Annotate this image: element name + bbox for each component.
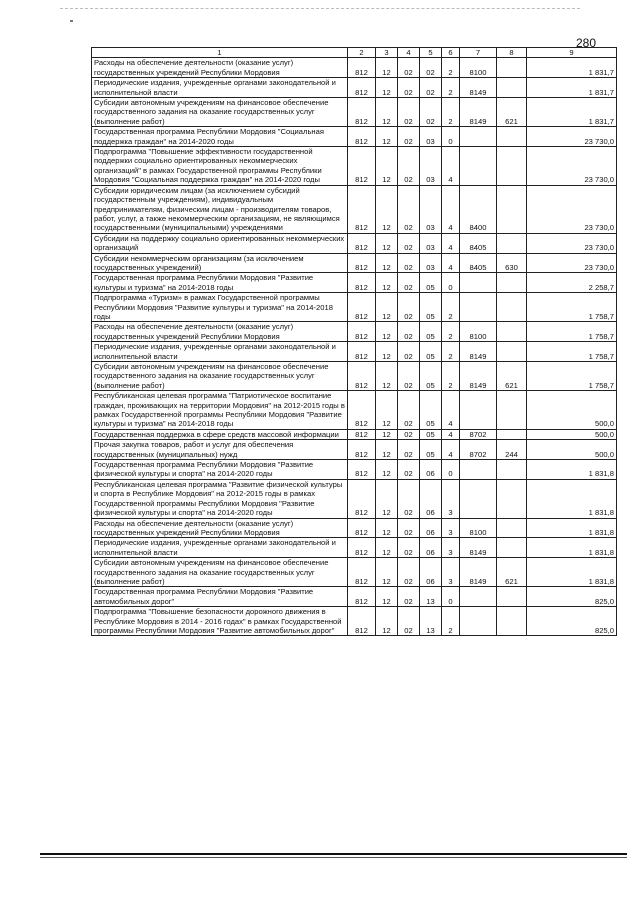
subsection-code: 02 (398, 518, 420, 538)
program-code: 05 (420, 391, 442, 430)
section-code: 12 (376, 518, 398, 538)
target-code (460, 587, 497, 607)
subsection-code: 02 (398, 273, 420, 293)
section-code: 12 (376, 342, 398, 362)
subprogram-code: 2 (442, 362, 460, 391)
table-row (92, 253, 617, 273)
subsection-code: 02 (398, 362, 420, 391)
header-row (92, 48, 617, 58)
expense-type-code (497, 479, 527, 518)
program-code: 03 (420, 233, 442, 253)
subprogram-code: 4 (442, 233, 460, 253)
item-name: Субсидии юридическим лицам (за исключением субсидий государственным учреждениям), индивидуальным предпринимателям, физическим лицам - производителям товаров, работ, услуг, а также некоммерческим организациям, не являющимся государственными (муниципальными) учреждениями (92, 185, 348, 233)
admin-code: 812 (348, 342, 376, 362)
item-name: Подпрограмма "Повышение эффективности государственной поддержки социально ориентированных некоммерческих организаций" в рамках Государственной программы Республики Мордовия "Социальная поддержка граждан" на 2014-2020 годы (92, 147, 348, 186)
expense-type-code (497, 429, 527, 439)
expense-type-code (497, 391, 527, 430)
target-code (460, 391, 497, 430)
bottom-scan-edge (40, 853, 627, 855)
column-header: 3 (376, 48, 398, 58)
column-header: 9 (527, 48, 617, 58)
admin-code: 812 (348, 429, 376, 439)
program-code: 13 (420, 607, 442, 636)
table-row (92, 558, 617, 587)
amount: 23 730,0 (527, 233, 617, 253)
subsection-code: 02 (398, 185, 420, 233)
section-code: 12 (376, 127, 398, 147)
admin-code: 812 (348, 58, 376, 78)
item-name: Периодические издания, учрежденные органами законодательной и исполнительной власти (92, 78, 348, 98)
admin-code: 812 (348, 587, 376, 607)
admin-code: 812 (348, 607, 376, 636)
program-code: 06 (420, 518, 442, 538)
expense-type-code (497, 518, 527, 538)
section-code: 12 (376, 78, 398, 98)
subsection-code: 02 (398, 78, 420, 98)
page-number: 280 (575, 36, 596, 50)
expense-type-code (497, 273, 527, 293)
amount: 1 831,8 (527, 479, 617, 518)
program-code: 05 (420, 342, 442, 362)
expense-type-code: 621 (497, 558, 527, 587)
admin-code: 812 (348, 322, 376, 342)
subprogram-code: 4 (442, 185, 460, 233)
item-name: Субсидии автономным учреждениям на финансовое обеспечение государственного задания на оказание государственных услуг (выполнение работ) (92, 98, 348, 127)
target-code: 8149 (460, 342, 497, 362)
admin-code: 812 (348, 293, 376, 322)
table-row (92, 233, 617, 253)
amount: 23 730,0 (527, 127, 617, 147)
amount: 1 758,7 (527, 342, 617, 362)
subprogram-code: 4 (442, 253, 460, 273)
program-code: 06 (420, 460, 442, 480)
table-row (92, 342, 617, 362)
item-name: Подпрограмма «Туризм» в рамках Государственной программы Республики Мордовия "Развитие культуры и туризма" на 2014-2018 годы (92, 293, 348, 322)
target-code: 8149 (460, 98, 497, 127)
table-row (92, 518, 617, 538)
target-code (460, 293, 497, 322)
amount: 825,0 (527, 607, 617, 636)
subsection-code: 02 (398, 322, 420, 342)
expense-type-code (497, 293, 527, 322)
target-code: 8100 (460, 58, 497, 78)
section-code: 12 (376, 98, 398, 127)
program-code: 02 (420, 58, 442, 78)
item-name: Расходы на обеспечение деятельности (оказание услуг) государственных учреждений Республики Мордовия (92, 322, 348, 342)
item-name: Прочая закупка товаров, работ и услуг для обеспечения государственных (муниципальных) нужд (92, 440, 348, 460)
table-row (92, 440, 617, 460)
item-name: Расходы на обеспечение деятельности (оказание услуг) государственных учреждений Республики Мордовия (92, 518, 348, 538)
subprogram-code: 4 (442, 391, 460, 430)
table-row (92, 127, 617, 147)
table-row (92, 58, 617, 78)
target-code: 8149 (460, 558, 497, 587)
amount: 825,0 (527, 587, 617, 607)
budget-table (91, 47, 617, 636)
subprogram-code: 3 (442, 558, 460, 587)
amount: 1 758,7 (527, 362, 617, 391)
amount: 1 831,7 (527, 98, 617, 127)
expense-type-code (497, 147, 527, 186)
program-code: 13 (420, 587, 442, 607)
table-row (92, 460, 617, 480)
item-name: Государственная программа Республики Мордовия "Развитие физической культуры и спорта" на 2014-2020 годы (92, 460, 348, 480)
amount: 1 758,7 (527, 293, 617, 322)
subsection-code: 02 (398, 587, 420, 607)
target-code: 8405 (460, 233, 497, 253)
subprogram-code: 3 (442, 479, 460, 518)
table-row (92, 607, 617, 636)
admin-code: 812 (348, 391, 376, 430)
amount: 1 831,7 (527, 58, 617, 78)
admin-code: 812 (348, 127, 376, 147)
subprogram-code: 4 (442, 440, 460, 460)
amount: 500,0 (527, 391, 617, 430)
subsection-code: 02 (398, 558, 420, 587)
subsection-code: 02 (398, 391, 420, 430)
amount: 500,0 (527, 440, 617, 460)
table-row (92, 479, 617, 518)
subprogram-code: 2 (442, 78, 460, 98)
subsection-code: 02 (398, 293, 420, 322)
subsection-code: 02 (398, 98, 420, 127)
section-code: 12 (376, 185, 398, 233)
section-code: 12 (376, 587, 398, 607)
admin-code: 812 (348, 273, 376, 293)
table-row (92, 362, 617, 391)
expense-type-code: 244 (497, 440, 527, 460)
section-code: 12 (376, 147, 398, 186)
table-body (92, 58, 617, 636)
table-row (92, 185, 617, 233)
subprogram-code: 3 (442, 538, 460, 558)
subprogram-code: 4 (442, 147, 460, 186)
table-row (92, 322, 617, 342)
table-row (92, 147, 617, 186)
item-name: Государственная программа Республики Мордовия "Развитие культуры и туризма" на 2014-2018 годы (92, 273, 348, 293)
table-row (92, 293, 617, 322)
item-name: Расходы на обеспечение деятельности (оказание услуг) государственных учреждений Республики Мордовия (92, 58, 348, 78)
target-code: 8100 (460, 518, 497, 538)
table-row (92, 98, 617, 127)
expense-type-code (497, 233, 527, 253)
item-name: Государственная программа Республики Мордовия "Социальная поддержка граждан" на 2014-2020 годы (92, 127, 348, 147)
program-code: 05 (420, 273, 442, 293)
expense-type-code (497, 342, 527, 362)
program-code: 06 (420, 558, 442, 587)
item-name: Периодические издания, учрежденные органами законодательной и исполнительной власти (92, 342, 348, 362)
expense-type-code (497, 185, 527, 233)
admin-code: 812 (348, 78, 376, 98)
table-row (92, 273, 617, 293)
section-code: 12 (376, 460, 398, 480)
column-header: 8 (497, 48, 527, 58)
admin-code: 812 (348, 147, 376, 186)
program-code: 03 (420, 127, 442, 147)
amount: 500,0 (527, 429, 617, 439)
subprogram-code: 2 (442, 58, 460, 78)
program-code: 02 (420, 78, 442, 98)
expense-type-code (497, 58, 527, 78)
expense-type-code (497, 322, 527, 342)
section-code: 12 (376, 322, 398, 342)
subprogram-code: 0 (442, 127, 460, 147)
column-header: 1 (92, 48, 348, 58)
column-header: 6 (442, 48, 460, 58)
target-code: 8149 (460, 78, 497, 98)
section-code: 12 (376, 362, 398, 391)
admin-code: 812 (348, 98, 376, 127)
scan-mark (70, 20, 73, 22)
expense-type-code (497, 538, 527, 558)
subsection-code: 02 (398, 607, 420, 636)
item-name: Субсидии на поддержку социально ориентированных некоммерческих организаций (92, 233, 348, 253)
section-code: 12 (376, 538, 398, 558)
section-code: 12 (376, 233, 398, 253)
admin-code: 812 (348, 253, 376, 273)
amount: 1 831,8 (527, 518, 617, 538)
section-code: 12 (376, 391, 398, 430)
subprogram-code: 2 (442, 342, 460, 362)
amount: 23 730,0 (527, 185, 617, 233)
subsection-code: 02 (398, 538, 420, 558)
program-code: 06 (420, 538, 442, 558)
expense-type-code: 621 (497, 98, 527, 127)
subprogram-code: 2 (442, 322, 460, 342)
amount: 23 730,0 (527, 253, 617, 273)
amount: 2 258,7 (527, 273, 617, 293)
subprogram-code: 0 (442, 273, 460, 293)
program-code: 03 (420, 147, 442, 186)
section-code: 12 (376, 58, 398, 78)
target-code: 8702 (460, 440, 497, 460)
expense-type-code: 621 (497, 362, 527, 391)
item-name: Республиканская целевая программа "Развитие физической культуры и спорта в Республике Мордовия" на 2012-2015 годы в рамках Государственной программы Республики Мордовия "Развитие физической культуры и спорта" на 2014-2020 годы (92, 479, 348, 518)
admin-code: 812 (348, 558, 376, 587)
column-header: 2 (348, 48, 376, 58)
subsection-code: 02 (398, 253, 420, 273)
amount: 1 831,8 (527, 558, 617, 587)
expense-type-code (497, 587, 527, 607)
amount: 23 730,0 (527, 147, 617, 186)
target-code (460, 147, 497, 186)
section-code: 12 (376, 440, 398, 460)
expense-type-code (497, 607, 527, 636)
column-header: 4 (398, 48, 420, 58)
subprogram-code: 4 (442, 429, 460, 439)
item-name: Субсидии некоммерческим организациям (за исключением государственных учреждений) (92, 253, 348, 273)
expense-type-code: 630 (497, 253, 527, 273)
target-code (460, 479, 497, 518)
subsection-code: 02 (398, 127, 420, 147)
subsection-code: 02 (398, 479, 420, 518)
program-code: 05 (420, 429, 442, 439)
program-code: 03 (420, 185, 442, 233)
bottom-scan-edge-thin (40, 857, 627, 858)
section-code: 12 (376, 429, 398, 439)
target-code: 8149 (460, 362, 497, 391)
table-row (92, 538, 617, 558)
admin-code: 812 (348, 518, 376, 538)
item-name: Государственная программа Республики Мордовия "Развитие автомобильных дорог" (92, 587, 348, 607)
top-scan-edge (60, 8, 580, 9)
section-code: 12 (376, 293, 398, 322)
section-code: 12 (376, 479, 398, 518)
item-name: Субсидии автономным учреждениям на финансовое обеспечение государственного задания на оказание государственных услуг (выполнение работ) (92, 558, 348, 587)
admin-code: 812 (348, 362, 376, 391)
admin-code: 812 (348, 538, 376, 558)
program-code: 02 (420, 98, 442, 127)
item-name: Периодические издания, учрежденные органами законодательной и исполнительной власти (92, 538, 348, 558)
subprogram-code: 3 (442, 518, 460, 538)
table-row (92, 429, 617, 439)
table-row (92, 78, 617, 98)
admin-code: 812 (348, 233, 376, 253)
column-header: 5 (420, 48, 442, 58)
amount: 1 831,8 (527, 460, 617, 480)
table-row (92, 587, 617, 607)
section-code: 12 (376, 558, 398, 587)
target-code: 8400 (460, 185, 497, 233)
subprogram-code: 2 (442, 98, 460, 127)
target-code (460, 460, 497, 480)
item-name: Подпрограмма "Повышение безопасности дорожного движения в Республике Мордовия в 2014 - 2016 годах" в рамках Государственной программы Республики Мордовия "Развитие автомобильных дорог" (92, 607, 348, 636)
subsection-code: 02 (398, 58, 420, 78)
item-name: Республиканская целевая программа "Патриотическое воспитание граждан, проживающих на территории Мордовия" на 2012-2015 годы в рамках Государственной программы Республики Мордовия "Развитие культуры и туризма" на 2014-2018 годы (92, 391, 348, 430)
program-code: 06 (420, 479, 442, 518)
table-row (92, 391, 617, 430)
expense-type-code (497, 127, 527, 147)
section-code: 12 (376, 273, 398, 293)
program-code: 05 (420, 322, 442, 342)
amount: 1 758,7 (527, 322, 617, 342)
target-code: 8702 (460, 429, 497, 439)
admin-code: 812 (348, 440, 376, 460)
subprogram-code: 0 (442, 587, 460, 607)
subprogram-code: 2 (442, 293, 460, 322)
amount: 1 831,8 (527, 538, 617, 558)
admin-code: 812 (348, 479, 376, 518)
subprogram-code: 0 (442, 460, 460, 480)
program-code: 05 (420, 293, 442, 322)
section-code: 12 (376, 253, 398, 273)
target-code: 8149 (460, 538, 497, 558)
target-code: 8100 (460, 322, 497, 342)
subsection-code: 02 (398, 440, 420, 460)
program-code: 03 (420, 253, 442, 273)
admin-code: 812 (348, 185, 376, 233)
expense-type-code (497, 78, 527, 98)
target-code (460, 607, 497, 636)
program-code: 05 (420, 440, 442, 460)
subsection-code: 02 (398, 147, 420, 186)
subsection-code: 02 (398, 233, 420, 253)
subprogram-code: 2 (442, 607, 460, 636)
item-name: Субсидии автономным учреждениям на финансовое обеспечение государственного задания на оказание государственных услуг (выполнение работ) (92, 362, 348, 391)
target-code: 8405 (460, 253, 497, 273)
subsection-code: 02 (398, 460, 420, 480)
target-code (460, 127, 497, 147)
amount: 1 831,7 (527, 78, 617, 98)
section-code: 12 (376, 607, 398, 636)
expense-type-code (497, 460, 527, 480)
admin-code: 812 (348, 460, 376, 480)
item-name: Государственная поддержка в сфере средств массовой информации (92, 429, 348, 439)
subsection-code: 02 (398, 342, 420, 362)
target-code (460, 273, 497, 293)
subsection-code: 02 (398, 429, 420, 439)
column-header: 7 (460, 48, 497, 58)
program-code: 05 (420, 362, 442, 391)
